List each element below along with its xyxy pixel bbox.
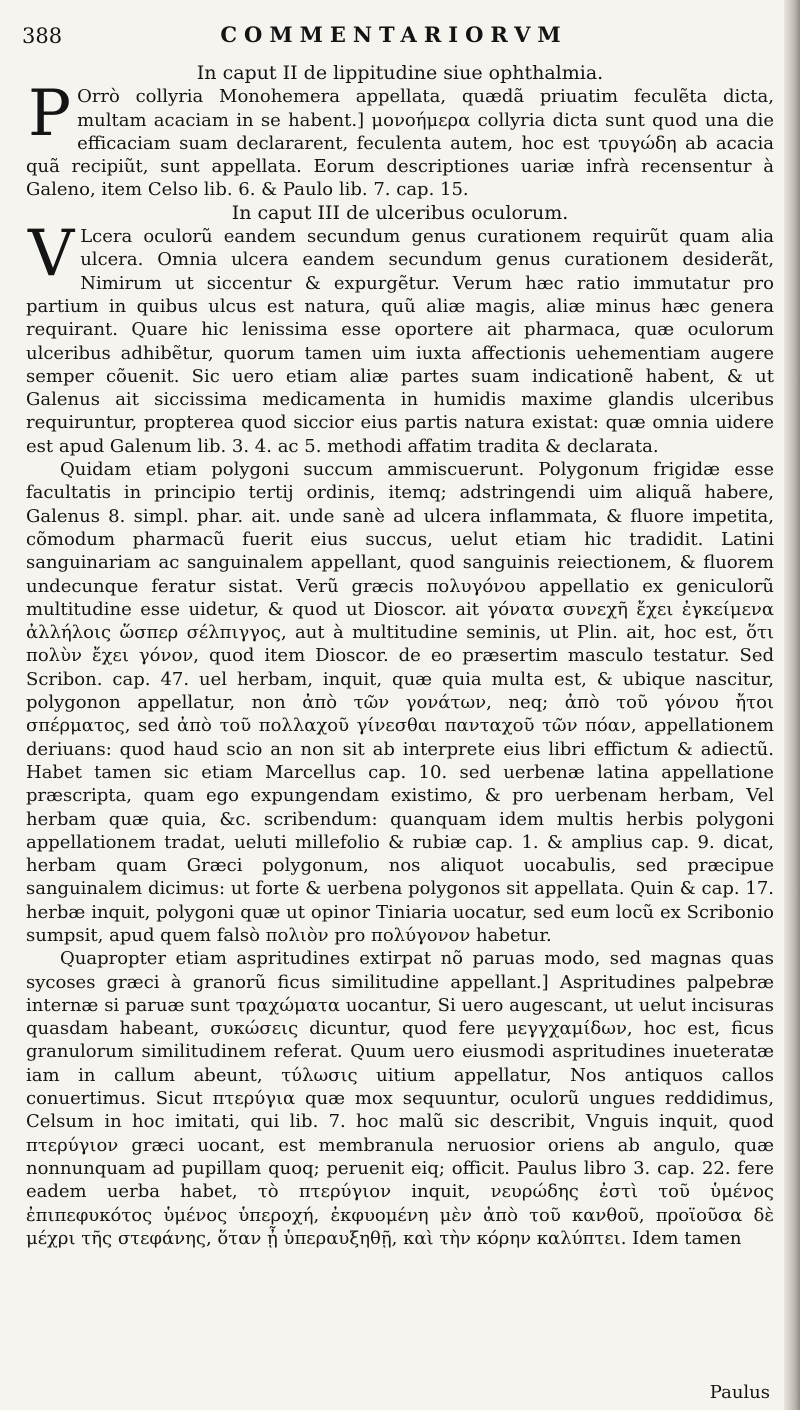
paragraph-collyria-text: Orrò collyria Monohemera appellata, quædã priuatim feculẽta dicta, multam acaciam in se habent.] μονοήμερα collyria dicta sunt quod una die efficaciam suam declararent, feculenta autem, hoc est τρυγώδη ab acacia quã recipiũt, sunt appellata. Eorum descriptiones uariæ infrà recensentur à Galeno, item Celso lib. 6. & Paulo lib. 7. cap. 15. <box>26 86 774 201</box>
text-column <box>26 62 774 1250</box>
drop-capital-v: V <box>28 217 75 292</box>
paragraph-collyria <box>26 77 774 201</box>
paragraph-aspritudines: Quapropter etiam aspritudines extirpat nõ paruas modo, sed magnas quas sycoses græci à granorũ ficus similitudine appellant.] Aspritudines palpebræ internæ si paruæ sunt τραχώματα uocantur, Si uero augescant, ut uelut incisuras quasdam habeant, συκώσεις dicuntur, quod fere μεγγχαμίδων, hoc est, ficus granulorum similitudinem referat. Quum uero eiusmodi aspritudines inueteratæ iam in callum abeunt, τύλωσις uitium appellatur, Nos antiquos callos conuertimus. Sicut πτερύγια quæ mox sequuntur, oculorũ ungues reddidimus, Celsum in hoc imitati, qui lib. 7. hoc malũ sic describit, Vnguis inquit, quod πτερύγιον græci uocant, est membranula neruosior oriens ab angulo, quæ nonnunquam ad pupillam quoq; peruenit eiq; officit. Paulus libro 3. cap. 22. fere eadem uerba habet, τὸ πτερύγιον inquit, νευρώδης ἐστὶ τοῦ ὑμένος ἐπιπεφυκότος ὑμένος ὑπεροχή, ἐκφυομένη μὲν ἀπὸ τοῦ κανθοῦ, προϊοῦσα δὲ μέχρι τῆς στεφάνης, ὅταν ᾖ ὑπεραυξηθῇ, καὶ τὴν κόρην καλύπτει. Idem tamen <box>26 948 774 1249</box>
section-heading-1: In caput II de lippitudine siue ophthalmia. <box>196 62 604 84</box>
drop-capital-p: P <box>28 77 72 152</box>
page-number: 388 <box>22 24 63 48</box>
catchword: Paulus <box>709 1382 770 1403</box>
section-heading-2: In caput III de ulceribus oculorum. <box>231 201 569 224</box>
paragraph-ulcera <box>26 217 774 458</box>
page-header <box>14 22 774 56</box>
running-head: COMMENTARIORVM <box>220 22 568 47</box>
paragraph-ulcera-text: Lcera oculorũ eandem secundum genus curationem requirũt quam alia ulcera. Omnia ulcera eandem secundum genus curationem desiderãt, Nimirum ut siccentur & expurgẽtur. Verum hæc ratio immutatur pro partium in quibus ulcus est natura, quũ aliæ magis, aliæ minus hæc genera requirant. Quare hic lenissima esse oportere ait pharmaca, quæ oculorum ulceribus adhibẽtur, quorum tamen uim iuxta affectionis uehementiam augere semper cõuenit. Sic uero etiam aliæ partes suam indicationẽ habent, & ut Galenus ait siccissima medicamenta in humidis maxime glandis ulceribus requiruntur, propterea quod siccior eius partis natura existat: quæ omnia uidere est apud Galenum lib. 3. 4. ac 5. methodi affatim tradita & declarata. <box>26 226 774 457</box>
paragraph-polygonum: Quidam etiam polygoni succum ammiscuerunt. Polygonum frigidæ esse facultatis in principio tertij ordinis, itemq; adstringendi uim aliquã habere, Galenus 8. simpl. phar. ait. unde sanè ad ulcera inflammata, & fluore impetita, cõmodum pharmacũ fuerit eius succus, uelut etiam hic tradidit. Latini sanguinariam ac sanguinalem appellant, quod sanguinis reiectionem, & fluorem undecunque feratur sistat. Verũ græcis πολυγόνου appellatio ex geniculorũ multitudine esse uidetur, & quod ut Dioscor. ait γόνατα συνεχῆ ἔχει ἐγκείμενα ἀλλήλοις ὥσπερ σέλπιγγος, aut à multitudine seminis, ut Plin. ait, hoc est, ὅτι πολὺν ἔχει γόνον, quod item Dioscor. de eo præsertim masculo testatur. Sed Scribon. cap. 47. uel herbam, inquit, quæ quia multa est, & ubique nascitur, polygonon appellatur, non ἀπὸ τῶν γονάτων, neq; ἀπὸ τοῦ γόνου ἤτοι σπέρματος, sed ἀπὸ τοῦ πολλαχοῦ γίνεσθαι πανταχοῦ τῶν πόαν, appellationem deriuans: quod haud scio an non sit ab interprete eius libri effictum & adiectũ. Habet tamen sic etiam Marcellus cap. 10. sed uerbenæ latina appellatione præscripta, quam ego expungendam existimo, & pro uerbenam herbam, Vel herbam quæ quia, &c. scribendum: quanquam idem multis herbis polygoni appellationem tradat, ueluti millefolio & rubiæ cap. 1. & amplius cap. 9. dicat, herbam quam Græci polygonum, nos aliquot uocabulis, sed præcipue sanguinalem dicimus: ut forte & uerbena polygonos sit appellata. Quin & cap. 17. herbæ inquit, polygoni quæ ut opinor Tiniaria uocatur, sed eum locũ ex Scribonio sumpsit, apud quem falsò πολιὸν pro πολύγονον habetur. <box>26 459 774 946</box>
page-gutter-shadow <box>784 0 800 1410</box>
